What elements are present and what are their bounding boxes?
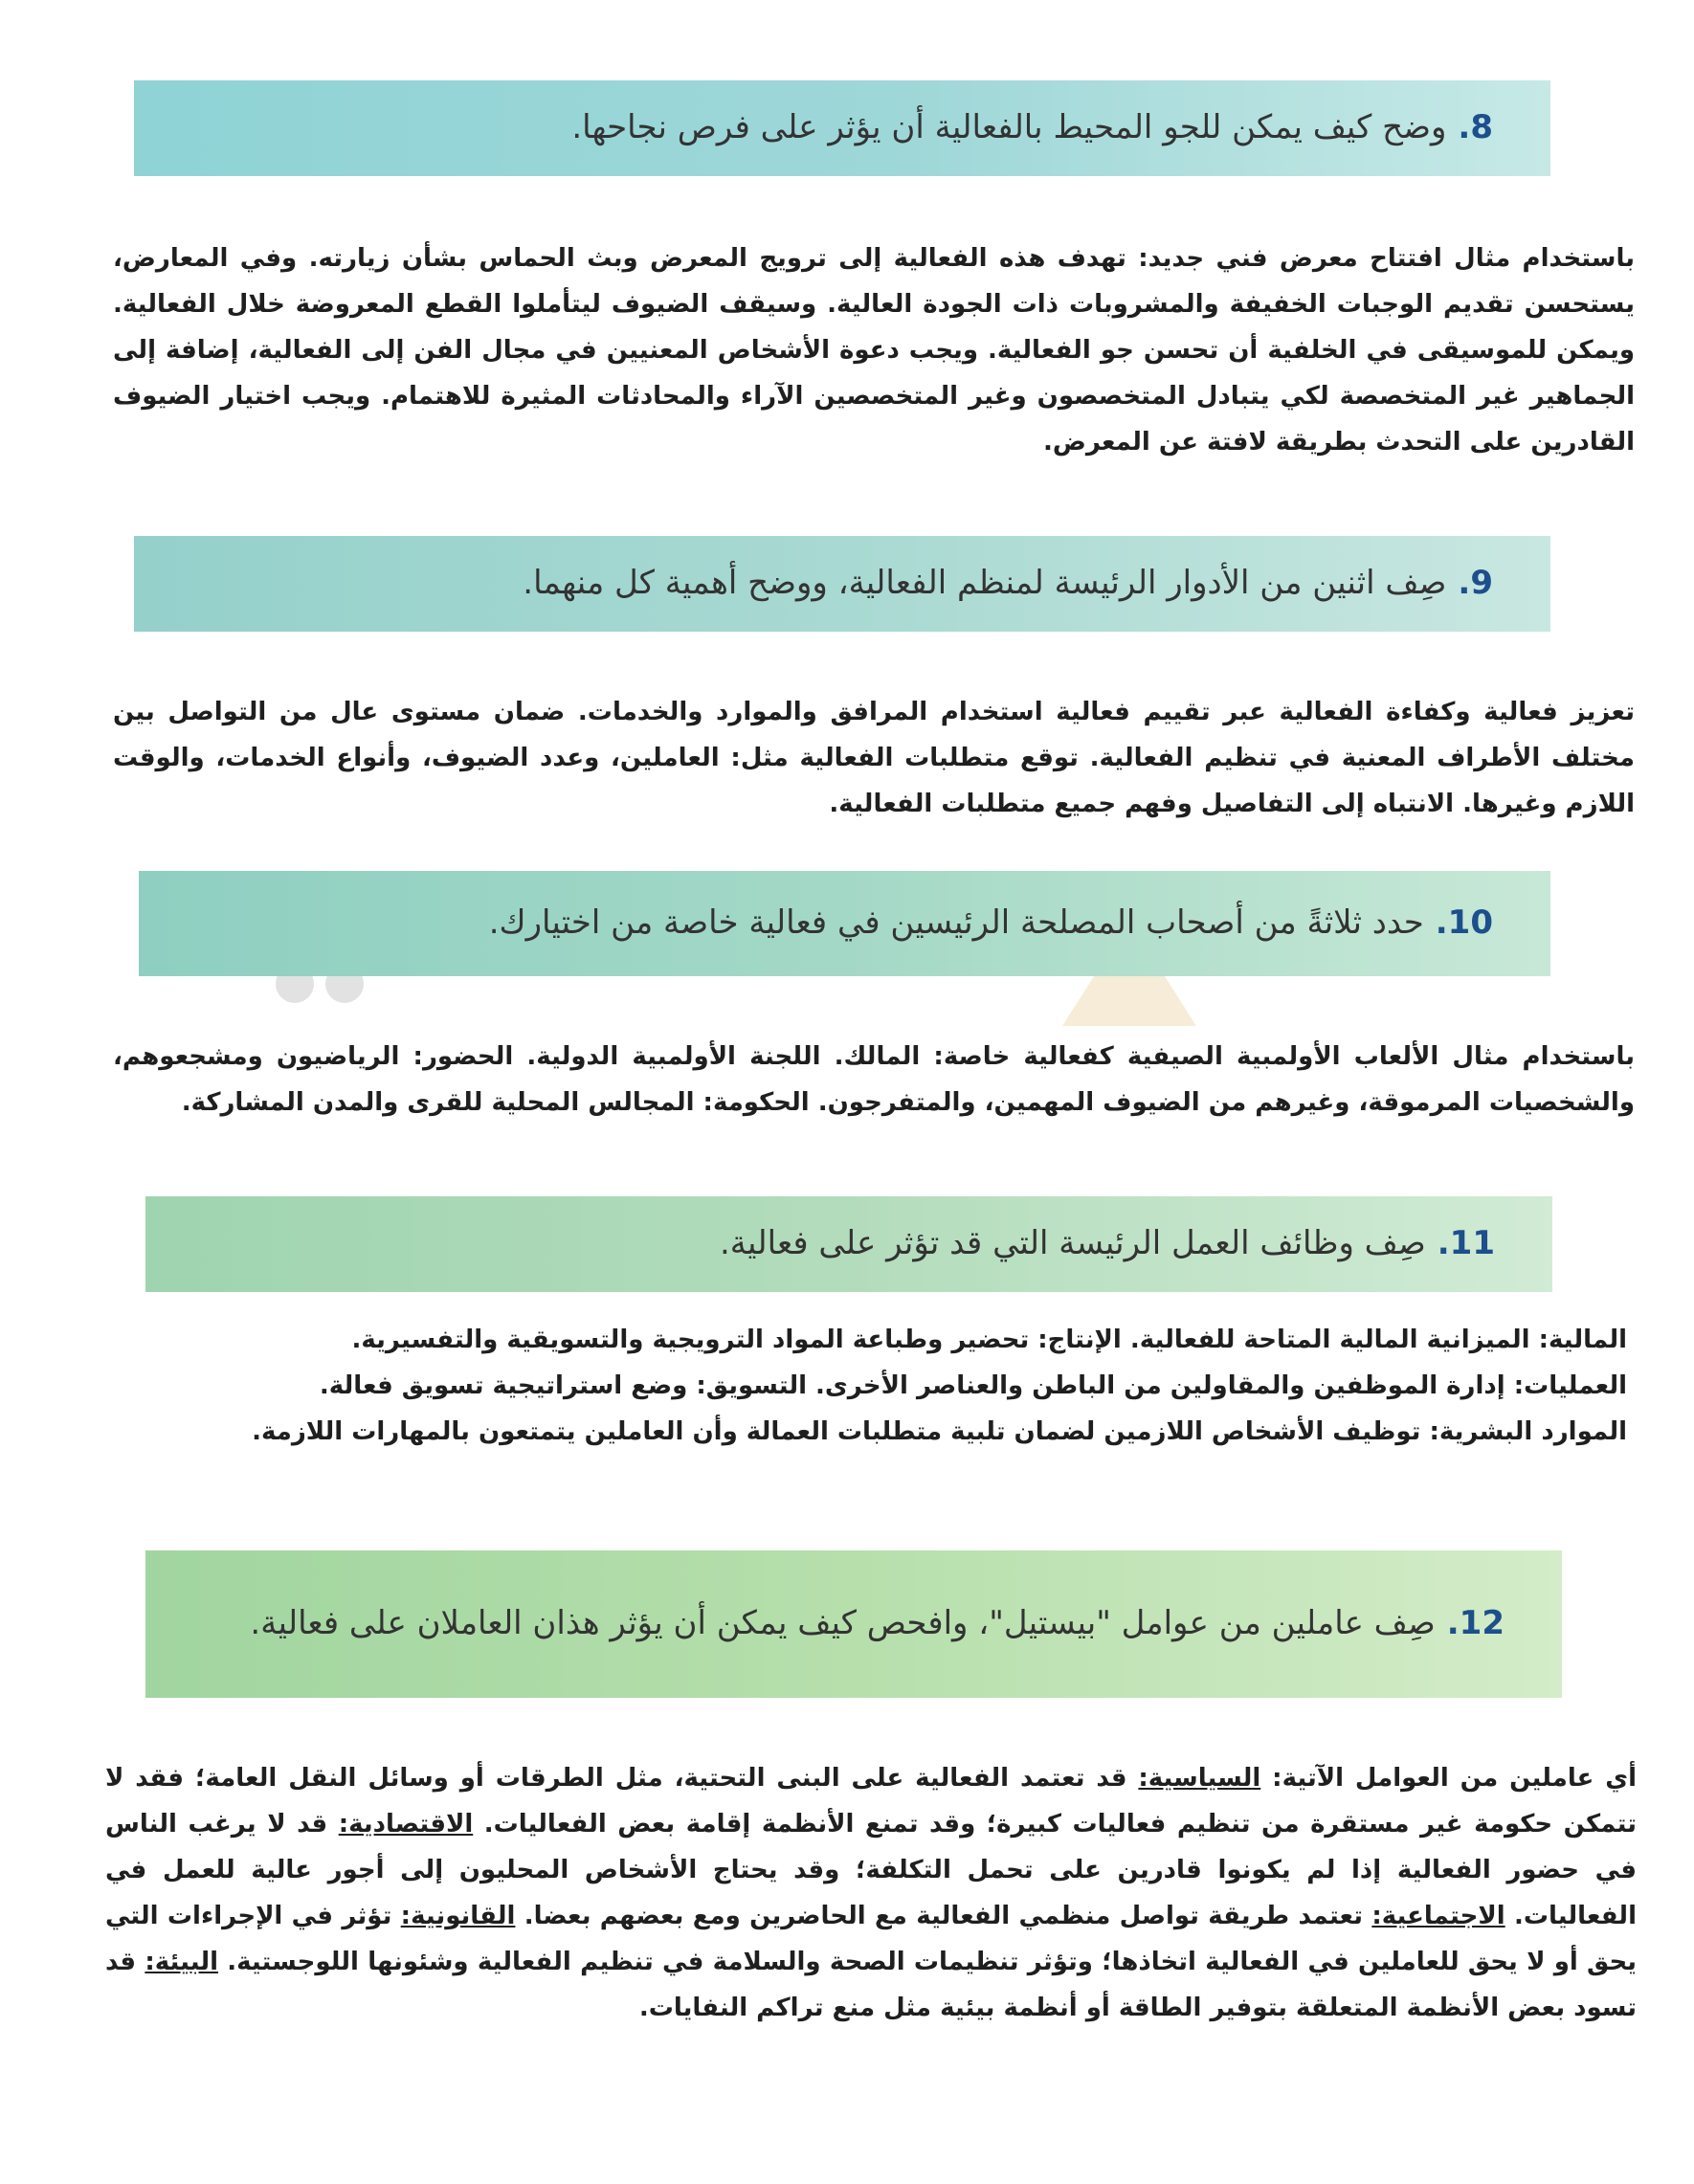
factor-economic-label: الاقتصادية: <box>338 1810 474 1839</box>
question-12-banner <box>145 1550 1562 1698</box>
answer-9: تعزيز فعالية وكفاءة الفعالية عبر تقييم فعالية استخدام المرافق والموارد والخدمات. ضمان مستوى عال من التواصل بين مختلف الأطراف المعنية في تنظيم الفعالية. توقع متطلبات الفعالية مثل: العاملين، وعدد الضيوف، وأنواع الخدمات، والوقت اللازم وغيرها. الانتباه إلى التفاصيل وفهم جميع متطلبات الفعالية. <box>113 698 1635 818</box>
factor-environmental-label: البيئة: <box>145 1948 219 1976</box>
question-number: 11. <box>1437 1224 1495 1263</box>
question-9-banner <box>134 536 1550 632</box>
question-11-banner <box>145 1196 1552 1292</box>
question-text: وضح كيف يمكن للجو المحيط بالفعالية أن يؤثر على فرص نجاحها. <box>571 108 1447 147</box>
answer-intro: أي عاملين من العوامل الآتية: <box>1260 1764 1638 1793</box>
question-number: 9. <box>1458 564 1493 603</box>
factor-economic-text: قد لا يرغب الناس في حضور الفعالية إذا لم يكونوا قادرين على تحمل التكلفة؛ وقد يحتاج الأشخاص المحليون إلى أجور عالية للعمل في الفعاليات. <box>105 1810 1637 1930</box>
question-number: 12. <box>1446 1604 1505 1643</box>
answer-10: باستخدام مثال الألعاب الأولمبية الصيفية كفعالية خاصة: المالك. اللجنة الأولمبية الدولية. الحضور: الرياضيون ومشجعوهم، والشخصيات المرموقة، وغيرهم من الضيوف المهمين، والمتفرجون. الحكومة: المجالس المحلية للقرى والمدن المشاركة. <box>113 1042 1635 1117</box>
factor-political-label: السياسية: <box>1138 1764 1261 1793</box>
factor-social-text: تعتمد طريقة تواصل منظمي الفعالية مع الحاضرين ومع بعضهم بعضا. <box>515 1902 1372 1930</box>
question-text: صِف وظائف العمل الرئيسة التي قد تؤثر على فعالية. <box>719 1224 1426 1263</box>
answer-line: العمليات: إدارة الموظفين والمقاولين من الباطن والعناصر الأخرى. التسويق: وضع استراتيجية تسويق فعالة. <box>319 1371 1627 1400</box>
answer-8: باستخدام مثال افتتاح معرض فني جديد: تهدف هذه الفعالية إلى ترويج المعرض وبث الحماس بشأن زيارته. وفي المعارض، يستحسن تقديم الوجبات الخفيفة والمشروبات ذات الجودة العالية. وسيقف الضيوف ليتأملوا القطع المعروضة خلال الفعالية. ويمكن للموسيقى في الخلفية أن تحسن جو الفعالية. ويجب دعوة الأشخاص المعنيين في مجال الفن إلى الفعالية، إضافة إلى الجماهير غير المتخصصة لكي يتبادل المتخصصون وغير المتخصصين الآراء والمحادثات المثيرة للاهتمام. ويجب اختيار الضيوف القادرين على التحدث بطريقة لافتة عن المعرض. <box>113 244 1635 457</box>
factor-environmental-text: قد تسود بعض الأنظمة المتعلقة بتوفير الطاقة أو أنظمة بيئية مثل منع تراكم النفايات. <box>105 1948 1637 2022</box>
answer-11 <box>134 1317 1627 1455</box>
question-8-banner <box>134 80 1550 176</box>
question-number: 8. <box>1458 108 1493 147</box>
factor-legal-label: القانونية: <box>400 1902 516 1930</box>
question-text: صِف عاملين من عوامل "بيستيل"، وافحص كيف يمكن أن يؤثر هذان العاملان على فعالية. <box>250 1604 1436 1643</box>
answer-12 <box>105 1755 1637 2031</box>
question-text: صِف اثنين من الأدوار الرئيسة لمنظم الفعالية، ووضح أهمية كل منهما. <box>523 564 1447 603</box>
answer-line: المالية: الميزانية المالية المتاحة للفعالية. الإنتاج: تحضير وطباعة المواد الترويجية والتسويقية والتفسيرية. <box>351 1326 1627 1354</box>
question-10-banner <box>139 871 1550 976</box>
question-text: حدد ثلاثةً من أصحاب المصلحة الرئيسين في فعالية خاصة من اختيارك. <box>488 903 1424 943</box>
answer-line: الموارد البشرية: توظيف الأشخاص اللازمين لضمان تلبية متطلبات العمالة وأن العاملين يتمتعون بالمهارات اللازمة. <box>252 1417 1627 1446</box>
question-number: 10. <box>1435 903 1493 943</box>
factor-legal-text: تؤثر في الإجراءات التي يحق أو لا يحق للعاملين في الفعالية اتخاذها؛ وتؤثر تنظيمات الصحة والسلامة في تنظيم الفعالية وشئونها اللوجستية. <box>105 1902 1637 1976</box>
factor-social-label: الاجتماعية: <box>1371 1902 1505 1930</box>
factor-political-text: قد تعتمد الفعالية على البنى التحتية، مثل الطرقات أو وسائل النقل العامة؛ فقد لا تتمكن حكومة غير مستقرة من تنظيم فعاليات كبيرة؛ وقد تمنع الأنظمة إقامة بعض الفعاليات. <box>105 1764 1637 1839</box>
